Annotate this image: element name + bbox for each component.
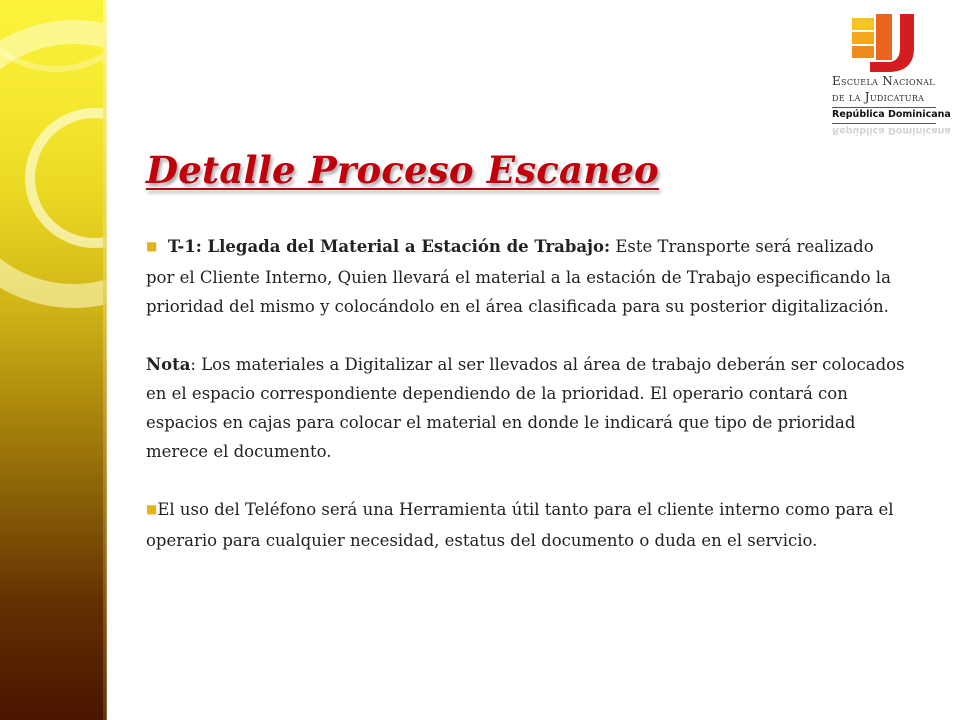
t1-text: Este Transporte será realizado por el Cliente Interno, Quien llevará el material a la estación de Trabajo especificando la prioridad del mismo y colocándolo en el área clasificada para su posterior digitalización.: [146, 237, 891, 316]
paragraph-gap: [146, 321, 906, 350]
left-decorative-band: [0, 0, 106, 720]
telefono-text: El uso del Teléfono será una Herramienta útil tanto para el cliente interno como para el operario para cualquier necesidad, estatus del documento o duda en el servicio.: [146, 500, 894, 550]
nota-text: : Los materiales a Digitalizar al ser llevados al área de trabajo deberán ser colocados en el espacio correspondiente dependiendo de la prioridad. El operario contará con espacios en cajas para colocar el material en donde le indicará que tipo de prioridad merece el documento.: [146, 355, 905, 461]
slide-body: [146, 232, 906, 555]
square-bullet-icon: ■: [146, 239, 158, 253]
logo-mark-icon: [852, 14, 914, 72]
logo-reflection: República Dominicana: [832, 125, 951, 136]
paragraph-t1: [146, 232, 906, 321]
square-bullet-icon: ■: [146, 502, 158, 516]
nota-label: Nota: [146, 355, 191, 374]
paragraph-nota: [146, 350, 906, 466]
logo-divider: [832, 107, 936, 108]
slide-title: Detalle Proceso Escaneo: [146, 148, 659, 192]
paragraph-gap: [146, 466, 906, 495]
band-edge-highlight: [103, 0, 107, 720]
paragraph-telefono: [146, 495, 906, 555]
logo-divider: [832, 123, 936, 124]
logo-text-line2: de la Judicatura: [832, 90, 925, 104]
school-logo: [828, 14, 951, 152]
logo-text-country: República Dominicana: [832, 109, 951, 120]
logo-text-line1: Escuela Nacional: [832, 74, 935, 88]
t1-label: T-1: Llegada del Material a Estación de Trabajo:: [167, 237, 611, 256]
